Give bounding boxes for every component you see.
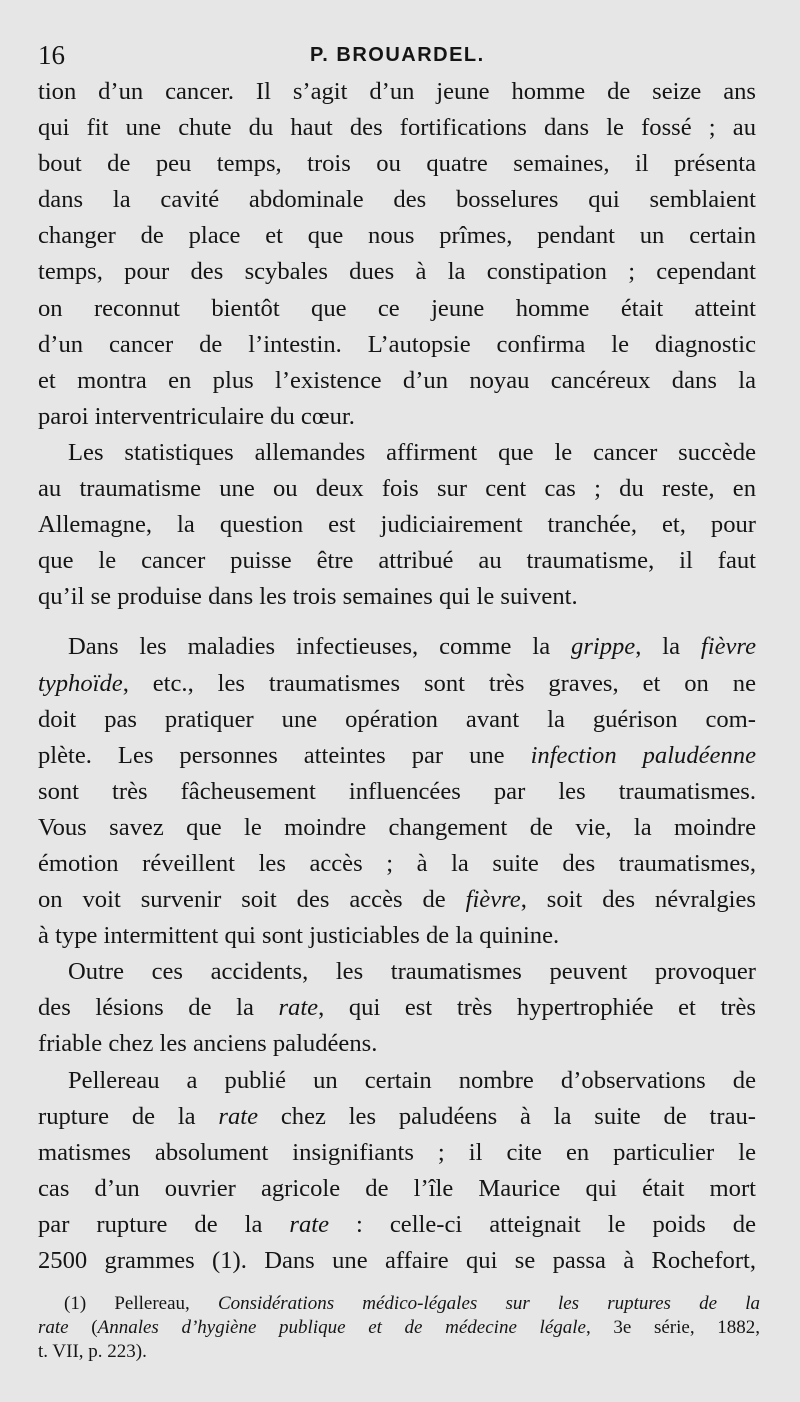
text-line: Dans les maladies infectieuses, comme la grippe, la fièvre bbox=[68, 633, 756, 661]
text-line: Les statistiques allemandes affirment que le cancer succède bbox=[68, 438, 756, 466]
text-line: qu’il se produise dans les trois semaines qui le suivent. bbox=[38, 583, 578, 611]
text-line: tion d’un cancer. Il s’agit d’un jeune homme de seize ans bbox=[38, 78, 756, 105]
footnote-line: (1) Pellereau, Considérations médico-légales sur les ruptures de la bbox=[64, 1293, 760, 1314]
text-line: par rupture de la rate : celle-ci atteignait le poids de bbox=[38, 1210, 756, 1238]
footnote-line: rate (Annales d’hygiène publique et de médecine légale, 3e série, 1882, bbox=[38, 1317, 760, 1338]
text-line: émotion réveillent les accès ; à la suite des traumatismes, bbox=[38, 849, 756, 877]
text-line: changer de place et que nous prîmes, pendant un certain bbox=[38, 222, 756, 250]
text-line: on voit survenir soit des accès de fièvre, soit des névralgies bbox=[38, 886, 756, 914]
text-line: Pellereau a publié un certain nombre d’observations de bbox=[68, 1066, 756, 1094]
text-line: on reconnut bientôt que ce jeune homme était atteint bbox=[38, 294, 756, 322]
text-line: bout de peu temps, trois ou quatre semaines, il présenta bbox=[38, 150, 756, 178]
text-line: doit pas pratiquer une opération avant la guérison com- bbox=[38, 705, 756, 733]
text-line: 2500 grammes (1). Dans une affaire qui se passa à Rochefort, bbox=[38, 1247, 756, 1274]
text-line: Outre ces accidents, les traumatismes peuvent provoquer bbox=[68, 958, 756, 986]
page-number: 16 bbox=[38, 40, 65, 70]
text-line: sont très fâcheusement influencées par les traumatismes. bbox=[38, 777, 756, 805]
text-line: Allemagne, la question est judiciairement tranchée, et, pour bbox=[38, 511, 756, 539]
text-line: typhoïde, etc., les traumatismes sont très graves, et on ne bbox=[38, 669, 756, 697]
text-line: dans la cavité abdominale des bosselures qui semblaient bbox=[38, 186, 756, 214]
text-line: et montra en plus l’existence d’un noyau cancéreux dans la bbox=[38, 366, 756, 394]
text-line: que le cancer puisse être attribué au traumatisme, il faut bbox=[38, 547, 756, 575]
text-line: Vous savez que le moindre changement de vie, la moindre bbox=[38, 813, 756, 841]
footnote bbox=[38, 1292, 760, 1364]
text-line: plète. Les personnes atteintes par une infection paludéenne bbox=[38, 741, 756, 769]
text-line: à type intermittent qui sont justiciables de la quinine. bbox=[38, 922, 560, 950]
text-line: d’un cancer de l’intestin. L’autopsie confirma le diagnostic bbox=[38, 330, 756, 358]
body-text bbox=[38, 74, 756, 1279]
text-line: temps, pour des scybales dues à la constipation ; cependant bbox=[38, 258, 756, 286]
paragraph-gap bbox=[38, 615, 756, 629]
text-line: cas d’un ouvrier agricole de l’île Maurice qui était mort bbox=[38, 1174, 756, 1202]
text-line: friable chez les anciens paludéens. bbox=[38, 1030, 378, 1058]
text-line: rupture de la rate chez les paludéens à la suite de trau- bbox=[38, 1102, 756, 1130]
running-head: P. BROUARDEL. bbox=[310, 44, 485, 66]
text-line: matismes absolument insignifiants ; il cite en particulier le bbox=[38, 1138, 756, 1166]
page-header bbox=[38, 38, 760, 72]
text-line: paroi interventriculaire du cœur. bbox=[38, 402, 355, 430]
text-line: des lésions de la rate, qui est très hypertrophiée et très bbox=[38, 994, 756, 1022]
footnote-line: t. VII, p. 223). bbox=[38, 1341, 147, 1362]
text-line: au traumatisme une ou deux fois sur cent cas ; du reste, en bbox=[38, 475, 756, 503]
text-line: qui fit une chute du haut des fortifications dans le fossé ; au bbox=[38, 114, 756, 142]
